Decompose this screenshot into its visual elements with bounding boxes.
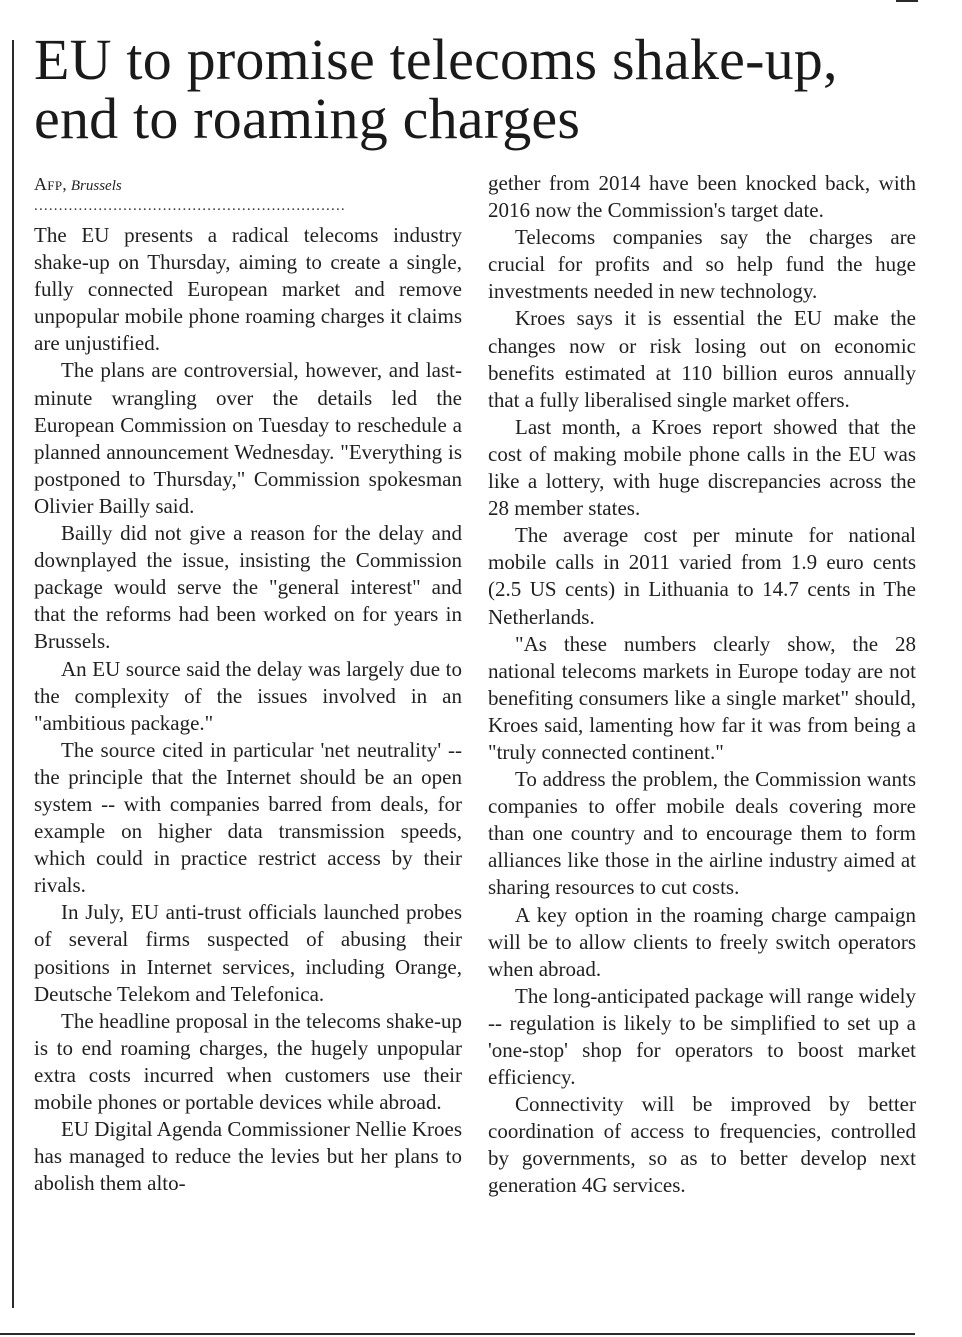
article-column-right [488, 170, 916, 1200]
paragraph-right-2: Telecoms companies say the charges are crucial for profits and so help fund the huge investments needed in new technology. [488, 225, 916, 304]
paragraph-left-3: Bailly did not give a reason for the delay and downplayed the issue, insisting the Commission package would serve the "general interest" and that the reforms had been worked on for years in Brussels. [34, 521, 462, 654]
dotted-separator: ............................................................... [34, 199, 346, 214]
byline [34, 170, 462, 199]
paragraph-right-6: "As these numbers clearly show, the 28 national telecoms markets in Europe today are not benefiting consumers like a single market" should, Kroes said, lamenting how far it was from being a "truly connected continent." [488, 631, 916, 764]
paragraph-left-1: The EU presents a radical telecoms industry shake-up on Thursday, aiming to create a single, fully connected European market and remove unpopular mobile phone roaming charges it claims are unjustified. [34, 223, 462, 356]
paragraph-left-7: The headline proposal in the telecoms shake-up is to end roaming charges, the hugely unpopular extra costs incurred when customers use their mobile phones or portable devices while abroad. [34, 1008, 462, 1114]
left-column-rule [12, 40, 14, 1308]
byline-location: Brussels [70, 178, 122, 194]
headline: EU to promise telecoms shake-up, end to roaming charges [34, 27, 838, 151]
byline-separator: , [62, 175, 71, 194]
paragraph-right-4: Last month, a Kroes report showed that the cost of making mobile phone calls in the EU was like a lottery, with huge discrepancies across the 28 member states. [488, 414, 916, 521]
paragraph-right-10: Connectivity will be improved by better coordination of access to frequencies, controlled by governments, so as to better develop next generation 4G services. [488, 1092, 916, 1198]
paragraph-right-9: The long-anticipated package will range widely -- regulation is likely to be simplified to set up a 'one-stop' shop for operators to boost market efficiency. [488, 983, 916, 1090]
paragraph-left-5: The source cited in particular 'net neutrality' -- the principle that the Internet should be an open system -- with companies barred from deals, for example on higher data transmission speeds, which could in practice restrict access by their rivals. [34, 737, 462, 898]
byline-agency: Afp [34, 174, 63, 194]
paragraph-left-2: The plans are controversial, however, and last-minute wrangling over the details led the European Commission on Tuesday to reschedule a planned announcement Wednesday. "Everything is postponed to Thursday," Commission spokesman Olivier Bailly said. [34, 358, 462, 518]
corner-rule [896, 0, 918, 2]
paragraph-right-3: Kroes says it is essential the EU make the changes now or risk losing out on economic benefits estimated at 110 billion euros annually that a fully liberalised single market offers. [488, 306, 916, 412]
paragraph-left-8: EU Digital Agenda Commissioner Nellie Kroes has managed to reduce the levies but her plans to abolish them alto- [34, 1117, 462, 1196]
paragraph-right-8: A key option in the roaming charge campaign will be to allow clients to freely switch operators when abroad. [488, 902, 916, 981]
article-column-left [34, 170, 462, 1197]
bottom-rule [0, 1333, 915, 1335]
paragraph-right-1: gether from 2014 have been knocked back, with 2016 now the Commission's target date. [488, 171, 916, 223]
paragraph-left-4: An EU source said the delay was largely due to the complexity of the issues involved in an "ambitious package." [34, 656, 462, 735]
paragraph-right-7: To address the problem, the Commission wants companies to offer mobile deals covering more than one country and to encourage them to form alliances like those in the airline industry aimed at sharing resources to cut costs. [488, 767, 916, 900]
paragraph-right-5: The average cost per minute for national mobile calls in 2011 varied from 1.9 euro cents (2.5 US cents) in Lithuania to 14.7 cents in The Netherlands. [488, 523, 916, 629]
paragraph-left-6: In July, EU anti-trust officials launched probes of several firms suspected of abusing their positions in Internet services, including Orange, Deutsche Telekom and Telefonica. [34, 900, 462, 1006]
